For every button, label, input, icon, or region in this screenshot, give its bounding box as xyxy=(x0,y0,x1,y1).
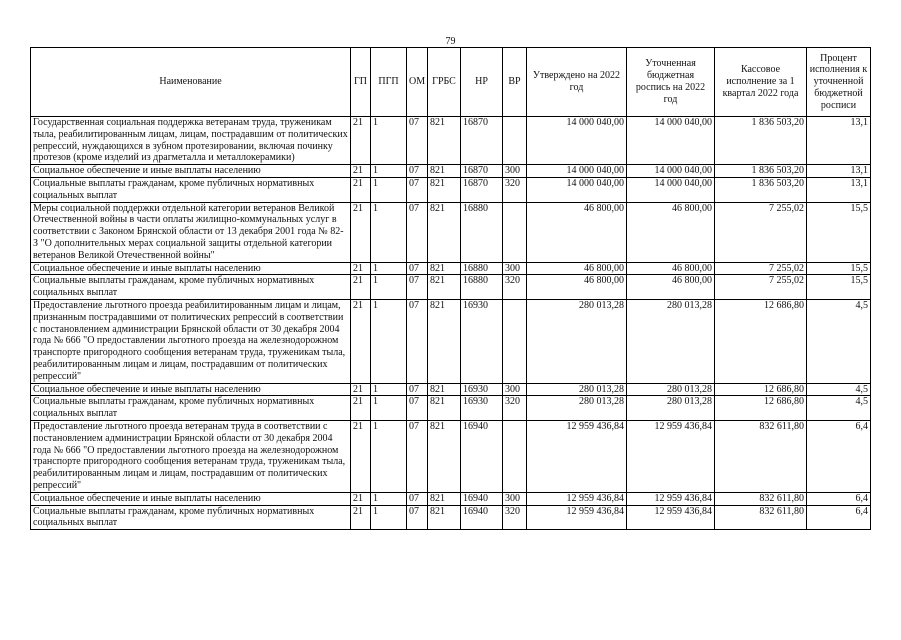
cell-grbs: 821 xyxy=(428,505,461,530)
table-body xyxy=(31,117,871,530)
cell-gp: 21 xyxy=(351,299,371,383)
table-row xyxy=(31,165,871,178)
cell-ppgp: 1 xyxy=(371,165,407,178)
cell-nr: 16880 xyxy=(461,262,503,275)
cell-vr: 320 xyxy=(503,275,527,300)
cell-cash: 7 255,02 xyxy=(715,262,807,275)
cell-vr: 300 xyxy=(503,492,527,505)
cell-om: 07 xyxy=(407,262,428,275)
cell-cash: 1 836 503,20 xyxy=(715,117,807,165)
cell-om: 07 xyxy=(407,299,428,383)
cell-approved: 14 000 040,00 xyxy=(527,177,627,202)
cell-gp: 21 xyxy=(351,383,371,396)
cell-om: 07 xyxy=(407,165,428,178)
cell-cash: 7 255,02 xyxy=(715,202,807,262)
cell-approved: 12 959 436,84 xyxy=(527,492,627,505)
cell-approved: 46 800,00 xyxy=(527,275,627,300)
table-row xyxy=(31,383,871,396)
cell-refined: 12 959 436,84 xyxy=(627,505,715,530)
cell-percent: 4,5 xyxy=(807,299,871,383)
cell-grbs: 821 xyxy=(428,492,461,505)
table-row xyxy=(31,420,871,492)
table-row xyxy=(31,299,871,383)
cell-name: Социальные выплаты гражданам, кроме публичных нормативных социальных выплат xyxy=(31,275,351,300)
cell-grbs: 821 xyxy=(428,420,461,492)
cell-nr: 16940 xyxy=(461,420,503,492)
cell-name: Предоставление льготного проезда ветеранам труда в соответствии с постановлением администрации Брянской области от 30 декабря 2004 года № 666 "О предоставлении льготного проезда на железнодорожном транспорте пригородного сообщения ветеранам труда, труженикам тыла, реабилитированным лицам и лицам, пострадавшим от политических репрессий" xyxy=(31,420,351,492)
header-cash: Кассовое исполнение за 1 квартал 2022 года xyxy=(715,48,807,117)
cell-cash: 1 836 503,20 xyxy=(715,165,807,178)
cell-percent: 6,4 xyxy=(807,420,871,492)
cell-vr: 300 xyxy=(503,383,527,396)
header-refined: Уточненная бюджетная роспись на 2022 год xyxy=(627,48,715,117)
cell-vr: 320 xyxy=(503,177,527,202)
cell-vr xyxy=(503,299,527,383)
cell-gp: 21 xyxy=(351,262,371,275)
cell-gp: 21 xyxy=(351,177,371,202)
header-om: ОМ xyxy=(407,48,428,117)
cell-name: Социальные выплаты гражданам, кроме публичных нормативных социальных выплат xyxy=(31,396,351,421)
cell-om: 07 xyxy=(407,117,428,165)
header-name: Наименование xyxy=(31,48,351,117)
cell-om: 07 xyxy=(407,492,428,505)
cell-om: 07 xyxy=(407,202,428,262)
header-vr: ВР xyxy=(503,48,527,117)
cell-cash: 7 255,02 xyxy=(715,275,807,300)
header-gp: ГП xyxy=(351,48,371,117)
cell-percent: 15,5 xyxy=(807,262,871,275)
cell-gp: 21 xyxy=(351,117,371,165)
cell-om: 07 xyxy=(407,505,428,530)
cell-ppgp: 1 xyxy=(371,262,407,275)
cell-refined: 280 013,28 xyxy=(627,396,715,421)
cell-refined: 14 000 040,00 xyxy=(627,177,715,202)
cell-name: Социальное обеспечение и иные выплаты населению xyxy=(31,383,351,396)
cell-percent: 15,5 xyxy=(807,275,871,300)
table-row xyxy=(31,117,871,165)
cell-ppgp: 1 xyxy=(371,275,407,300)
cell-refined: 280 013,28 xyxy=(627,299,715,383)
cell-om: 07 xyxy=(407,177,428,202)
cell-grbs: 821 xyxy=(428,117,461,165)
cell-percent: 4,5 xyxy=(807,383,871,396)
cell-nr: 16930 xyxy=(461,396,503,421)
cell-vr xyxy=(503,420,527,492)
cell-approved: 12 959 436,84 xyxy=(527,505,627,530)
cell-approved: 14 000 040,00 xyxy=(527,165,627,178)
cell-percent: 6,4 xyxy=(807,505,871,530)
cell-name: Социальные выплаты гражданам, кроме публичных нормативных социальных выплат xyxy=(31,177,351,202)
cell-nr: 16870 xyxy=(461,117,503,165)
cell-grbs: 821 xyxy=(428,275,461,300)
cell-grbs: 821 xyxy=(428,165,461,178)
cell-vr: 300 xyxy=(503,262,527,275)
cell-cash: 12 686,80 xyxy=(715,299,807,383)
cell-ppgp: 1 xyxy=(371,383,407,396)
cell-ppgp: 1 xyxy=(371,396,407,421)
cell-gp: 21 xyxy=(351,165,371,178)
table-row xyxy=(31,505,871,530)
cell-nr: 16870 xyxy=(461,177,503,202)
table-row xyxy=(31,202,871,262)
cell-name: Социальное обеспечение и иные выплаты населению xyxy=(31,262,351,275)
cell-om: 07 xyxy=(407,420,428,492)
header-percent: Процент исполнения к уточненной бюджетной росписи xyxy=(807,48,871,117)
cell-approved: 12 959 436,84 xyxy=(527,420,627,492)
cell-cash: 12 686,80 xyxy=(715,396,807,421)
cell-percent: 13,1 xyxy=(807,177,871,202)
cell-om: 07 xyxy=(407,383,428,396)
cell-name: Меры социальной поддержки отдельной категории ветеранов Великой Отечественной войны в части оплаты жилищно-коммунальных услуг в соответствии с Законом Брянской области от 13 декабря 2001 года № 82-З "О дополнительных мерах социальной защиты отдельной категории ветеранов Великой Отечественной войны" xyxy=(31,202,351,262)
table-header-row xyxy=(31,48,871,117)
cell-approved: 280 013,28 xyxy=(527,396,627,421)
cell-name: Социальное обеспечение и иные выплаты населению xyxy=(31,492,351,505)
table-row xyxy=(31,492,871,505)
cell-name: Государственная социальная поддержка ветеранам труда, труженикам тыла, реабилитированным лицам, лицам, пострадавшим от политических репрессий, нуждающихся в зубном протезировании, включая починку протезов (кроме изделий из драгметалла и металлокерамики) xyxy=(31,117,351,165)
cell-vr xyxy=(503,202,527,262)
page-number: 79 xyxy=(445,36,456,47)
budget-table xyxy=(30,47,871,530)
cell-ppgp: 1 xyxy=(371,420,407,492)
cell-grbs: 821 xyxy=(428,262,461,275)
cell-nr: 16880 xyxy=(461,275,503,300)
cell-refined: 14 000 040,00 xyxy=(627,165,715,178)
cell-nr: 16930 xyxy=(461,383,503,396)
cell-cash: 832 611,80 xyxy=(715,492,807,505)
cell-approved: 14 000 040,00 xyxy=(527,117,627,165)
cell-ppgp: 1 xyxy=(371,177,407,202)
cell-grbs: 821 xyxy=(428,202,461,262)
cell-percent: 4,5 xyxy=(807,396,871,421)
cell-gp: 21 xyxy=(351,505,371,530)
cell-refined: 12 959 436,84 xyxy=(627,420,715,492)
cell-om: 07 xyxy=(407,396,428,421)
cell-percent: 6,4 xyxy=(807,492,871,505)
cell-grbs: 821 xyxy=(428,177,461,202)
cell-name: Предоставление льготного проезда реабилитированным лицам и лицам, признанным пострадавшими от политических репрессий в соответствии с постановлением администрации Брянской области от 30 декабря 2004 года № 666 "О предоставлении льготного проезда на железнодорожном транспорте пригородного сообщения ветеранам труда, труженикам тыла, реабилитированным лицам и лицам, пострадавшим от политических репрессий" xyxy=(31,299,351,383)
cell-refined: 280 013,28 xyxy=(627,383,715,396)
header-grbs: ГРБС xyxy=(428,48,461,117)
cell-vr xyxy=(503,117,527,165)
table-row xyxy=(31,177,871,202)
table-row xyxy=(31,396,871,421)
cell-percent: 13,1 xyxy=(807,117,871,165)
cell-ppgp: 1 xyxy=(371,117,407,165)
cell-gp: 21 xyxy=(351,275,371,300)
cell-cash: 832 611,80 xyxy=(715,420,807,492)
header-nr: НР xyxy=(461,48,503,117)
cell-ppgp: 1 xyxy=(371,492,407,505)
cell-gp: 21 xyxy=(351,202,371,262)
table-row xyxy=(31,262,871,275)
cell-refined: 14 000 040,00 xyxy=(627,117,715,165)
cell-percent: 15,5 xyxy=(807,202,871,262)
cell-nr: 16940 xyxy=(461,505,503,530)
cell-refined: 46 800,00 xyxy=(627,262,715,275)
cell-grbs: 821 xyxy=(428,299,461,383)
cell-refined: 46 800,00 xyxy=(627,275,715,300)
cell-refined: 12 959 436,84 xyxy=(627,492,715,505)
cell-name: Социальное обеспечение и иные выплаты населению xyxy=(31,165,351,178)
cell-nr: 16880 xyxy=(461,202,503,262)
table-row xyxy=(31,275,871,300)
cell-approved: 280 013,28 xyxy=(527,299,627,383)
cell-percent: 13,1 xyxy=(807,165,871,178)
cell-vr: 300 xyxy=(503,165,527,178)
cell-approved: 46 800,00 xyxy=(527,262,627,275)
cell-approved: 280 013,28 xyxy=(527,383,627,396)
cell-cash: 12 686,80 xyxy=(715,383,807,396)
cell-om: 07 xyxy=(407,275,428,300)
cell-vr: 320 xyxy=(503,396,527,421)
cell-vr: 320 xyxy=(503,505,527,530)
cell-ppgp: 1 xyxy=(371,505,407,530)
cell-cash: 832 611,80 xyxy=(715,505,807,530)
cell-gp: 21 xyxy=(351,492,371,505)
cell-approved: 46 800,00 xyxy=(527,202,627,262)
cell-nr: 16940 xyxy=(461,492,503,505)
header-ppgp: ПГП xyxy=(371,48,407,117)
cell-grbs: 821 xyxy=(428,396,461,421)
cell-cash: 1 836 503,20 xyxy=(715,177,807,202)
cell-name: Социальные выплаты гражданам, кроме публичных нормативных социальных выплат xyxy=(31,505,351,530)
cell-nr: 16870 xyxy=(461,165,503,178)
cell-refined: 46 800,00 xyxy=(627,202,715,262)
cell-gp: 21 xyxy=(351,420,371,492)
cell-grbs: 821 xyxy=(428,383,461,396)
cell-ppgp: 1 xyxy=(371,202,407,262)
cell-ppgp: 1 xyxy=(371,299,407,383)
cell-gp: 21 xyxy=(351,396,371,421)
cell-nr: 16930 xyxy=(461,299,503,383)
header-approved: Утверждено на 2022 год xyxy=(527,48,627,117)
